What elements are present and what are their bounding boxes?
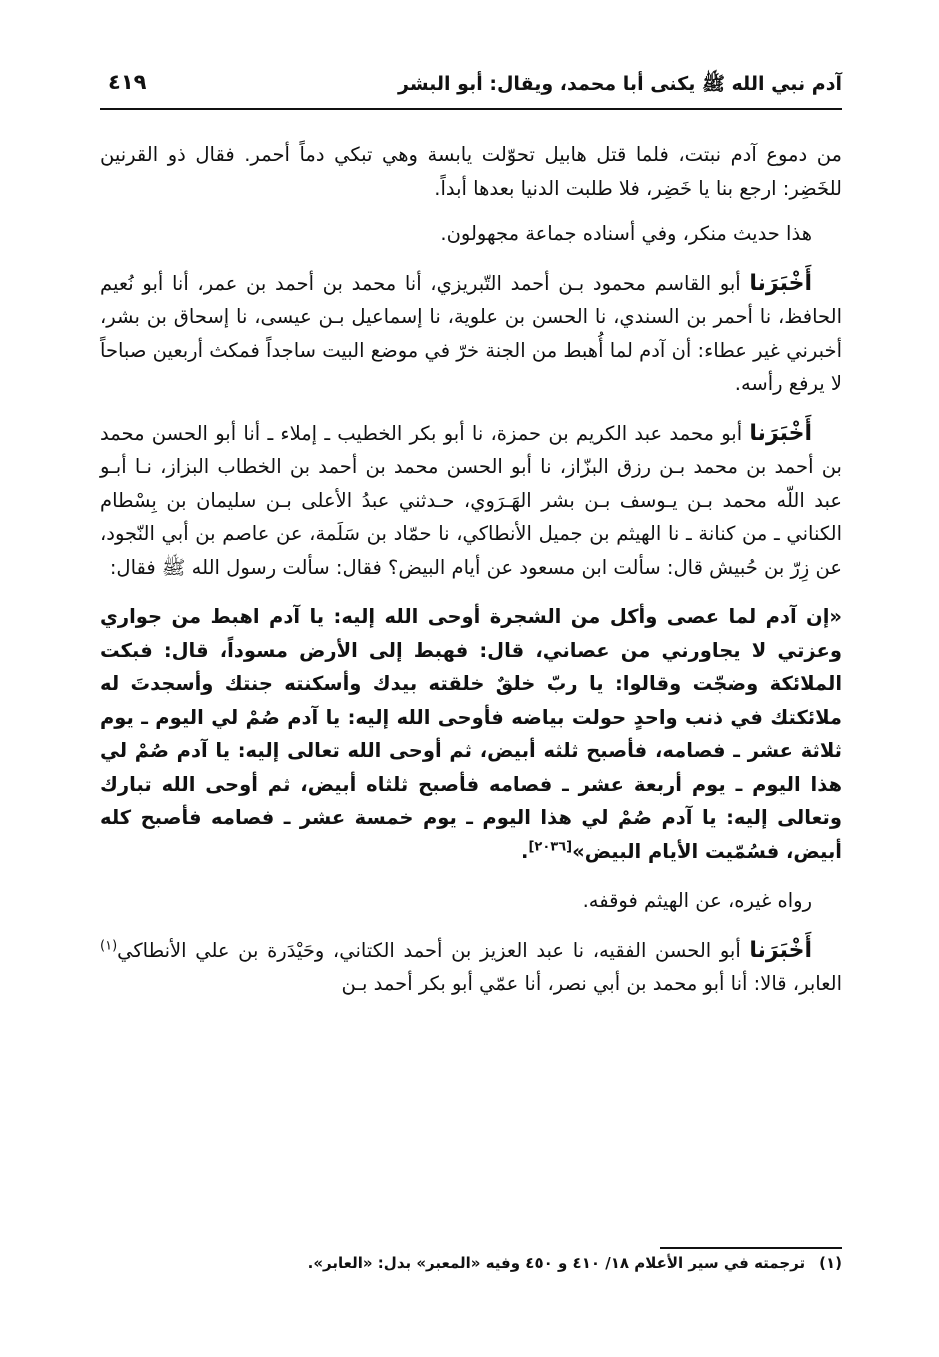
page-number: ٤١٩ [108,70,147,94]
paragraph-7 [100,934,842,1001]
main-text [100,138,842,1017]
paragraph-6: رواه غيره، عن الهيثم فوقفه. [582,889,812,912]
paragraph-1: من دموع آدم نبتت، فلما قتل هابيل تحوّلت يابسة وهي تبكي دماً أحمر. فقال ذو القرنين للخَضِر: ارجع بنا يا خَضِر، فلا طلبت الدنيا بعدها أبداً. [100,143,842,200]
footnote-number: (١) [819,1254,842,1272]
running-title: آدم نبي الله ﷺ يكنى أبا محمد، ويقال: أبو البشر [398,73,842,95]
hadith-text [100,600,842,868]
paragraph-4 [100,417,842,585]
paragraph-3-text: أبو القاسم محمود بـن أحمد التّبريزي، أنا محمد بن أحمد بن عمر، أنا أبو نُعيم الحافظ، نا أحمر بن السندي، نا الحسن بن علوية، نا إسماعيل بـن عيسى، نا إسحاق بن بشر، أخبرني غير عطاء: أن آدم لما أُهبط من الجنة خرّ في موضع البيت ساجداً فمكث أربعين صباحاً لا يرفع رأسه. [100,271,842,395]
narration-lead-word: أَخْبَرَنا [749,270,812,296]
footnote [100,1250,842,1276]
footnote-separator [660,1247,842,1249]
paragraph-7-text-b: العابر، قالا: أنا أبو محمد بن أبي نصر، أنا عمّي أبو بكر أحمد بـن [341,972,842,995]
footnote-text: ترجمته في سير الأعلام ١٨/ ٤١٠ و ٤٥٠ وفيه «المعبر» بدل: «العابر». [307,1254,806,1272]
paragraph-2: هذا حديث منكر، وفي أسناده جماعة مجهولون. [440,222,812,245]
hadith-end-mark: . [521,839,529,863]
paragraph-3 [100,267,842,401]
hadith-body: «إن آدم لما عصى وأكل من الشجرة أوحى الله إليه: يا آدم اهبط من جواري وعزتي لا يجاورني من عصاني، قال: فهبط إلى الأرض مسوداً، قال: فبكت الملائكة وضجّت وقالوا: يا ربّ خلقٌ خلقته بيدك وأسكنته جنتك وأسجدتَ له ملائكتك في ذنب واحدٍ حولت بياضه فأوحى الله إليه: يا آدم صُمْ لي اليوم ـ يوم ثلاثة عشر ـ فصامه، فأصبح ثلثه أبيض، ثم أوحى الله تعالى إليه: يا آدم صُمْ لي هذا اليوم ـ يوم أربعة عشر ـ فصامه فأصبح ثلثاه أبيض، ثم أوحى الله تبارك وتعالى إليه: يا آدم صُمْ لي هذا اليوم ـ يوم خمسة عشر ـ فصامه فأصبح كله أبيض، فسُمّيت الأيام البيض» [100,605,842,863]
page-header [100,62,842,110]
narration-lead-word: أَخْبَرَنا [749,937,812,963]
narration-lead-word: أَخْبَرَنا [749,420,813,446]
paragraph-7-text-a: أبو الحسن الفقيه، نا عبد العزيز بن أحمد الكتاني، وحَيْدَرة بن علي الأنطاكي [117,938,741,962]
hadith-number: [٢٠٣٦] [528,839,573,854]
footnote-reference: (١) [100,938,118,953]
paragraph-4-text: أبو محمد عبد الكريم بن حمزة، نا أبو بكر الخطيب ـ إملاء ـ أنا أبو الحسن محمد بن أحمد بن محمد بـن رزق البزّاز، نا أبو الحسن محمد بن أحمد بن الخطاب البزاز، نـا أبـو عبد اللّه محمد بـن يـوسف بـن بشر الهَـرَوي، حـدثني عبدُ الأعلى بـن سليمان بن بِسْطام الكناني ـ من كنانة ـ نا الهيثم بن جميل الأنطاكي، نا حمّاد بن سَلَمة، عن عاصم بن أبي النّجود، عن زِرّ بن حُبيش قال: سألت ابن مسعود عن أيام البيض؟ فقال: سألت رسول الله ﷺ فقال: [100,421,842,579]
